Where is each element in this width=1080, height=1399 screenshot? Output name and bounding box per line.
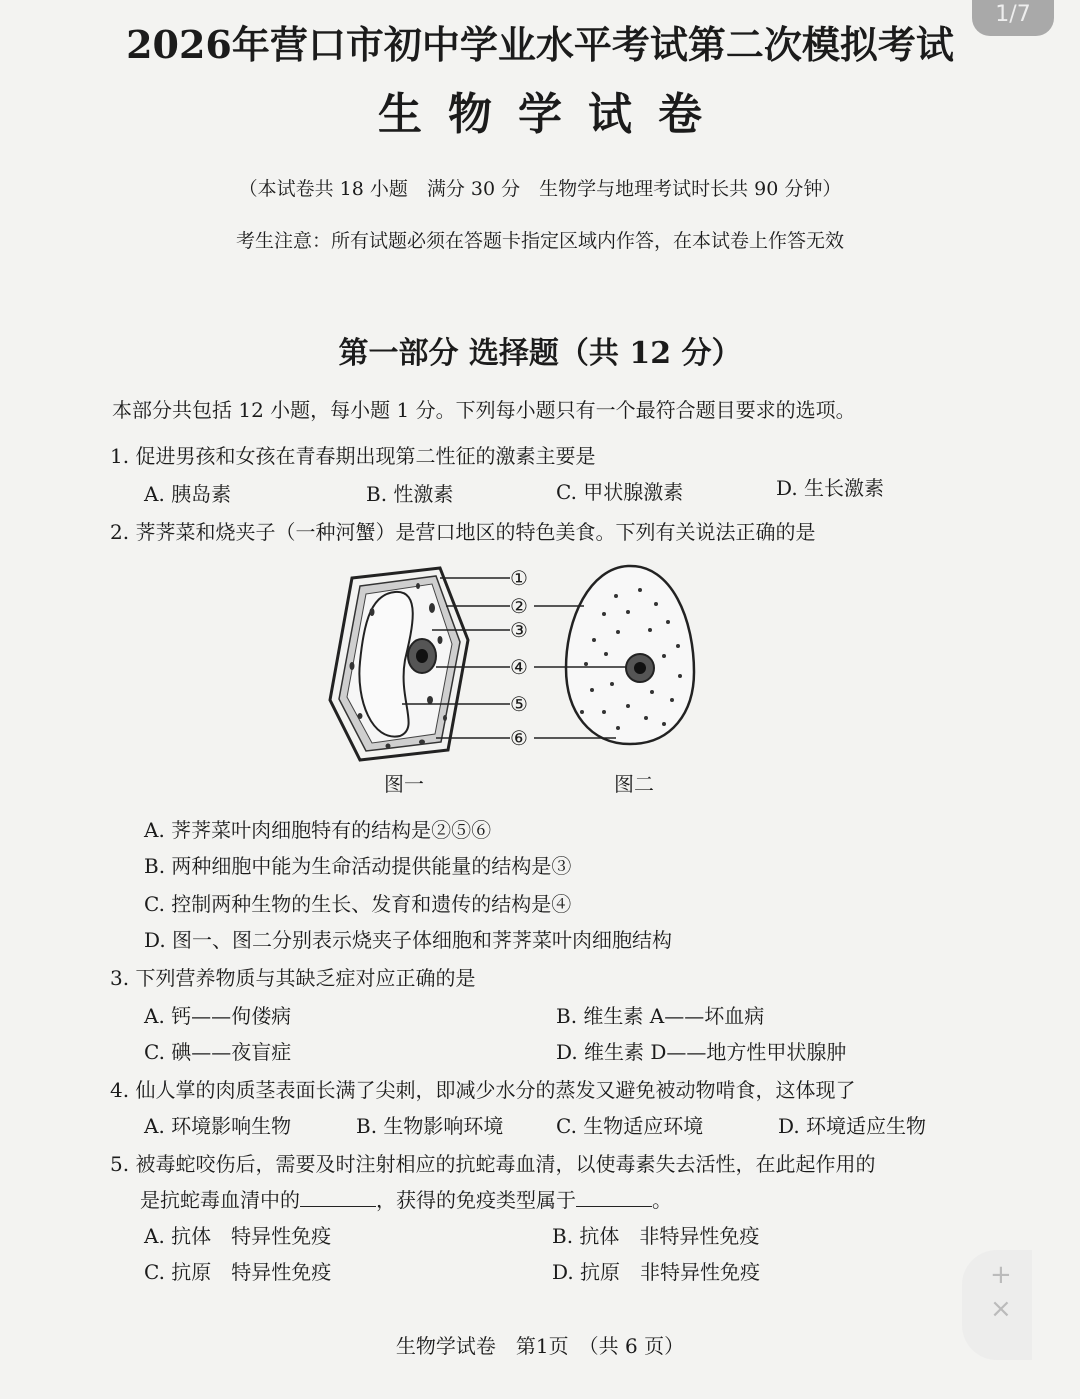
q4-stem: 4. 仙人掌的肉质茎表面长满了尖刺，即减少水分的蒸发又避免被动物啃食，这体现了 bbox=[110, 1078, 856, 1102]
page-counter-badge: 1/7 bbox=[972, 0, 1054, 36]
q4-option-d: D. 环境适应生物 bbox=[778, 1114, 927, 1138]
q4-option-b: B. 生物影响环境 bbox=[356, 1114, 504, 1138]
q3-option-c: C. 碘——夜盲症 bbox=[144, 1040, 292, 1064]
figure-1-caption: 图一 bbox=[384, 772, 424, 796]
label-5: ⑤ bbox=[510, 692, 528, 716]
q5-blank-1 bbox=[300, 1188, 376, 1207]
q2-option-b: B. 两种细胞中能为生命活动提供能量的结构是③ bbox=[144, 854, 572, 878]
figure-2-caption: 图二 bbox=[614, 772, 654, 796]
label-1: ① bbox=[510, 566, 528, 590]
section-title: 第一部分 选择题（共 12 分） bbox=[338, 336, 742, 371]
exam-subtitle: 生物学试卷 bbox=[378, 89, 728, 140]
exam-notice: 考生注意：所有试题必须在答题卡指定区域内作答，在本试卷上作答无效 bbox=[235, 230, 844, 252]
q5-option-d: D. 抗原 非特异性免疫 bbox=[552, 1260, 761, 1284]
q1-option-d: D. 生长激素 bbox=[776, 476, 885, 500]
q3-option-a: A. 钙——佝偻病 bbox=[144, 1004, 292, 1028]
q2-option-c: C. 控制两种生物的生长、发育和遗传的结构是④ bbox=[144, 892, 572, 916]
q1-option-a: A. 胰岛素 bbox=[144, 482, 232, 506]
q5-stem-part2: ，获得的免疫类型属于 bbox=[376, 1188, 576, 1212]
q5-option-b: B. 抗体 非特异性免疫 bbox=[552, 1224, 760, 1248]
q3-option-b: B. 维生素 A——坏血病 bbox=[556, 1004, 765, 1028]
label-4: ④ bbox=[510, 655, 528, 679]
label-2: ② bbox=[510, 594, 528, 618]
exam-title: 2026年营口市初中学业水平考试第二次模拟考试 bbox=[126, 22, 954, 67]
q5-stem-line1: 5. 被毒蛇咬伤后，需要及时注射相应的抗蛇毒血清，以使毒素失去活性，在此起作用的 bbox=[110, 1152, 876, 1176]
q5-stem-part1: 是抗蛇毒血清中的 bbox=[140, 1188, 300, 1212]
q5-stem-part3: 。 bbox=[652, 1188, 672, 1212]
q4-option-c: C. 生物适应环境 bbox=[556, 1114, 704, 1138]
exam-meta: （本试卷共 18 小题 满分 30 分 生物学与地理考试时长共 90 分钟） bbox=[238, 178, 842, 200]
label-6: ⑥ bbox=[510, 726, 528, 750]
q1-option-c: C. 甲状腺激素 bbox=[556, 480, 684, 504]
section-intro: 本部分共包括 12 小题，每小题 1 分。下列每小题只有一个最符合题目要求的选项。 bbox=[112, 398, 856, 422]
label-3: ③ bbox=[510, 618, 528, 642]
q3-stem: 3. 下列营养物质与其缺乏症对应正确的是 bbox=[110, 966, 476, 990]
close-icon[interactable]: × bbox=[990, 1294, 1012, 1324]
q2-stem: 2. 荠荠菜和烧夹子（一种河蟹）是营口地区的特色美食。下列有关说法正确的是 bbox=[110, 520, 816, 544]
q1-option-b: B. 性激素 bbox=[366, 482, 454, 506]
q5-blank-2 bbox=[576, 1188, 652, 1207]
viewer-side-controls bbox=[962, 1250, 1032, 1360]
zoom-in-icon[interactable]: + bbox=[990, 1260, 1012, 1290]
q5-option-c: C. 抗原 特异性免疫 bbox=[144, 1260, 332, 1284]
q4-option-a: A. 环境影响生物 bbox=[144, 1114, 292, 1138]
page-footer: 生物学试卷 第1页 （共 6 页） bbox=[395, 1334, 685, 1358]
q3-option-d: D. 维生素 D——地方性甲状腺肿 bbox=[556, 1040, 847, 1064]
q5-stem-line2 bbox=[140, 1184, 672, 1213]
q1-stem: 1. 促进男孩和女孩在青春期出现第二性征的激素主要是 bbox=[110, 444, 596, 468]
q2-option-a: A. 荠荠菜叶肉细胞特有的结构是②⑤⑥ bbox=[144, 818, 492, 842]
q2-option-d: D. 图一、图二分别表示烧夹子体细胞和荠荠菜叶肉细胞结构 bbox=[144, 928, 673, 952]
q5-option-a: A. 抗体 特异性免疫 bbox=[144, 1224, 332, 1248]
